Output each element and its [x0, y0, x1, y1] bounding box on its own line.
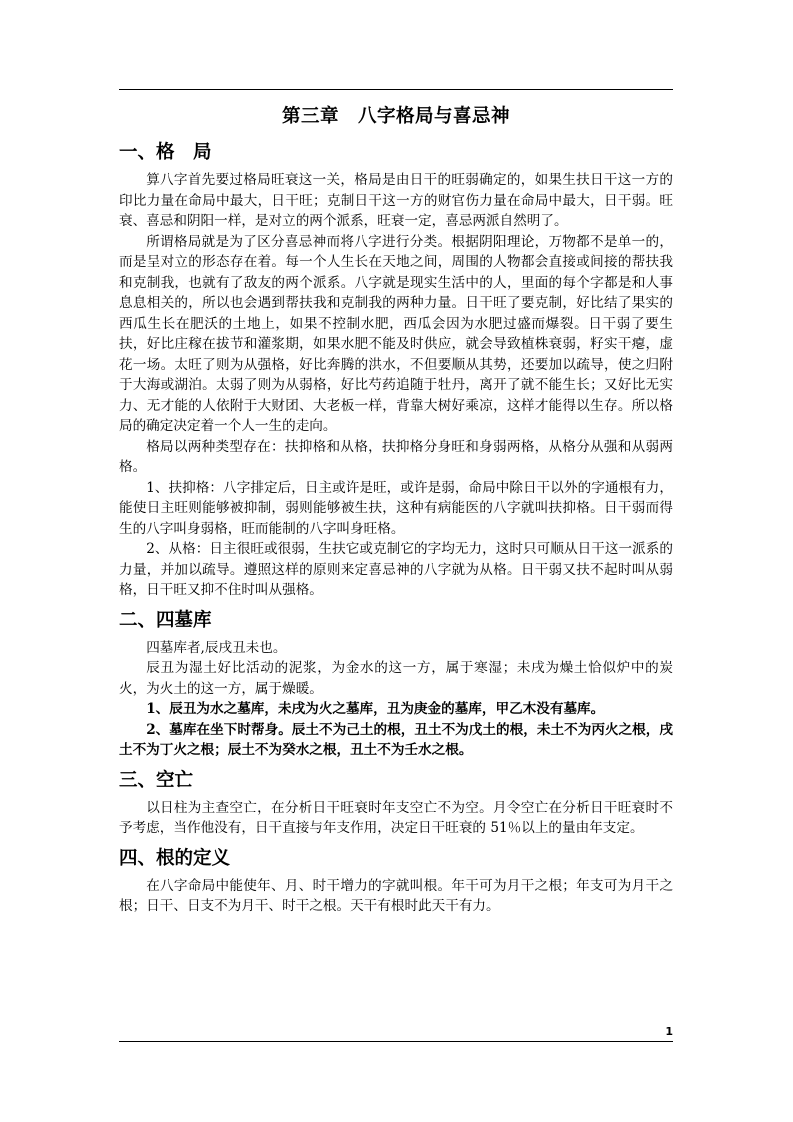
paragraph: 2、从格：日主很旺或很弱，生扶它或克制它的字均无力，这时只可顺从日干这一派系的力量，并加以疏导。遵照这样的原则来定喜忌神的八字就为从格。日干弱又扶不起时叫从弱格，日干旺又抑不住时叫从强格。: [119, 541, 673, 598]
paragraph: 1、扶抑格：八字排定后，日主或许是旺，或许是弱，命局中除日干以外的字通根有力，能使日主旺则能够被抑制，弱则能够被生扶，这种有病能医的八字就叫扶抑格。日干弱而得生的八字叫身弱格，旺而能制的八字叫身旺格。: [119, 479, 673, 537]
paragraph: 辰丑为湿土好比活动的泥浆，为金水的这一方，属于寒湿；未戌为燥土恰似炉中的炭火，为火土的这一方，属于燥暖。: [119, 660, 673, 697]
footer-rule: [119, 1041, 673, 1042]
paragraph: 以日柱为主查空亡，在分析日干旺衰时年支空亡不为空。月令空亡在分析日干旺衰时不予考虑，当作他没有，日干直接与年支作用，决定日干旺衰的 51％以上的量由年支定。: [119, 799, 673, 836]
section-heading-four-tombs: 二、四墓库: [119, 609, 212, 631]
paragraph: 在八字命局中能使年、月、时干增力的字就叫根。年干可为月干之根；年支可为月干之根；日干、日支不为月干、时干之根。天干有根时此天干有力。: [119, 877, 673, 914]
section-heading-root: 四、根的定义: [119, 847, 231, 869]
document-page: [119, 95, 673, 917]
paragraph: 四墓库者,辰戌丑未也。: [146, 639, 287, 656]
bold-paragraph: 2、墓库在坐下时帮身。辰土不为己土的根，丑土不为戊土的根，未土不为丙火之根，戌土不为丁火之根；辰土不为癸水之根，丑土不为壬水之根。: [119, 721, 673, 758]
chapter-title: 第三章 八字格局与喜忌神: [281, 106, 510, 127]
bold-paragraph: 1、辰丑为水之墓库，未戌为火之墓库，丑为庚金的墓库，甲乙木没有墓库。: [146, 701, 605, 717]
paragraph: 所谓格局就是为了区分喜忌神而将八字进行分类。根据阴阳理论，万物都不是单一的，而是呈对立的形态存在着。每一个人生长在天地之间，周围的人物都会直接或间接的帮扶我和克制我，也就有了敌友的两个派系。八字就是现实生活中的人，里面的每个字都是和人事息息相关的，所以也会遇到帮扶我和克制我的两种力量。日干旺了要克制，好比结了果实的西瓜生长在肥沃的土地上，如果不控制水肥，西瓜会因为水肥过盛而爆裂。日干弱了要生扶，好比庄稼在拔节和灌浆期，如果水肥不能及时供应，就会导致植株衰弱，籽实干瘪，虚花一场。太旺了则为从强格，好比奔腾的洪水，不但要顺从其势，还要加以疏导，使之归附于大海或湖泊。太弱了则为从弱格，好比芍药追随于牡丹，离开了就不能生长；又好比无实力、无才能的人依附于大财团、大老板一样，背靠大树好乘凉，这样才能得以生存。所以格局的确定决定着一个人一生的走向。: [119, 233, 673, 434]
section-heading-pattern: 一、格 局: [119, 142, 212, 163]
section-heading-void: 三、空亡: [119, 769, 194, 791]
paragraph: 格局以两种类型存在：扶抑格和从格，扶抑格分身旺和身弱两格，从格分从强和从弱两格。: [119, 438, 673, 475]
paragraph: 算八字首先要过格局旺衰这一关，格局是由日干的旺弱确定的，如果生扶日干这一方的印比力量在命局中最大，日干旺；克制日干这一方的财官伤力量在命局中最大，日干弱。旺衰、喜忌和阴阳一样，是对立的两个派系，旺衰一定，喜忌两派自然明了。: [119, 172, 673, 229]
header-rule: [119, 89, 673, 90]
page-number: 1: [665, 1025, 673, 1038]
